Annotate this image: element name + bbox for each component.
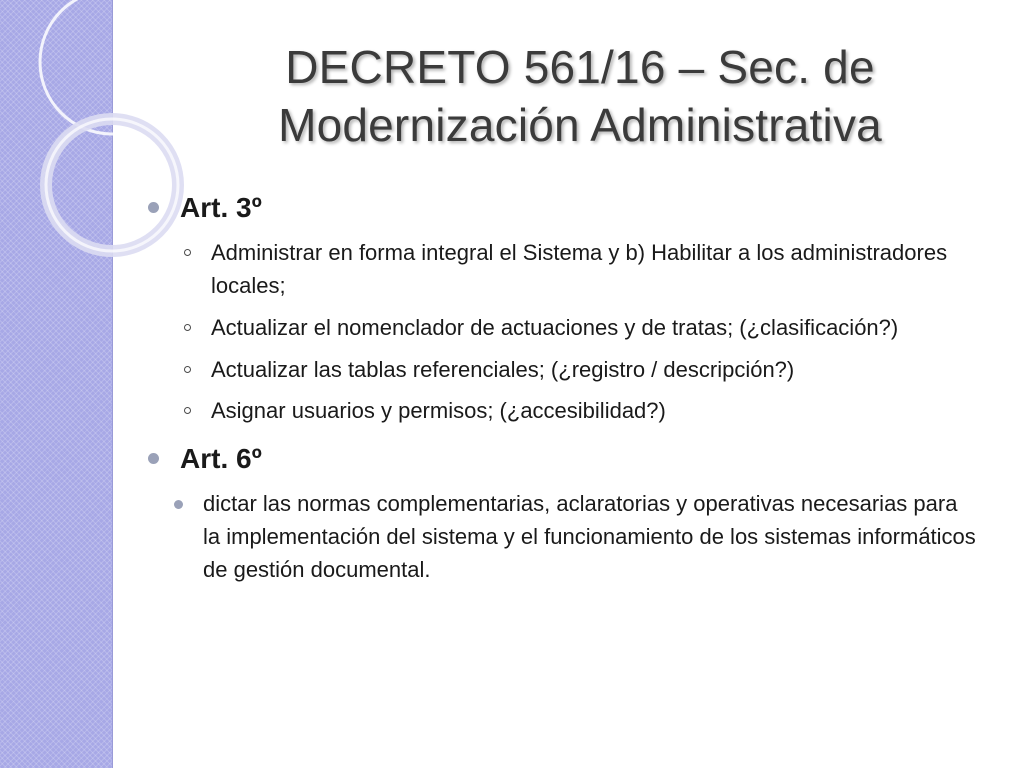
list-item-text: Asignar usuarios y permisos; (¿accesibilidad?) <box>211 398 666 423</box>
list-item <box>140 311 980 344</box>
list-item <box>140 353 980 386</box>
list-item-text: Actualizar las tablas referenciales; (¿registro / descripción?) <box>211 357 795 382</box>
list-item <box>140 487 980 586</box>
section-heading-text: Art. 6º <box>180 443 262 474</box>
slide-content <box>140 188 980 586</box>
title-line-1: DECRETO 561/16 – Sec. de <box>285 41 875 93</box>
list-item <box>140 236 980 302</box>
list-item-text: dictar las normas complementarias, aclaratorias y operativas necesarias para la implementación del sistema y el funcionamiento de los sistemas informáticos de gestión documental. <box>203 491 976 582</box>
ring-bullet-icon <box>184 249 191 256</box>
slide-title <box>150 38 1010 154</box>
bullet-icon <box>148 202 159 213</box>
ring-bullet-icon <box>184 366 191 373</box>
section-heading-art-6 <box>140 439 980 479</box>
list-item <box>140 394 980 427</box>
list-item-text: Actualizar el nomenclador de actuaciones y de tratas; (¿clasificación?) <box>211 315 899 340</box>
bullet-icon <box>174 500 183 509</box>
title-line-2: Modernización Administrativa <box>278 99 882 151</box>
ring-bullet-icon <box>184 324 191 331</box>
ring-bullet-icon <box>184 407 191 414</box>
bullet-icon <box>148 453 159 464</box>
section-heading-art-3 <box>140 188 980 228</box>
list-item-text: Administrar en forma integral el Sistema y b) Habilitar a los administradores locales; <box>211 240 948 298</box>
decorative-rings <box>0 0 160 260</box>
section-heading-text: Art. 3º <box>180 192 262 223</box>
